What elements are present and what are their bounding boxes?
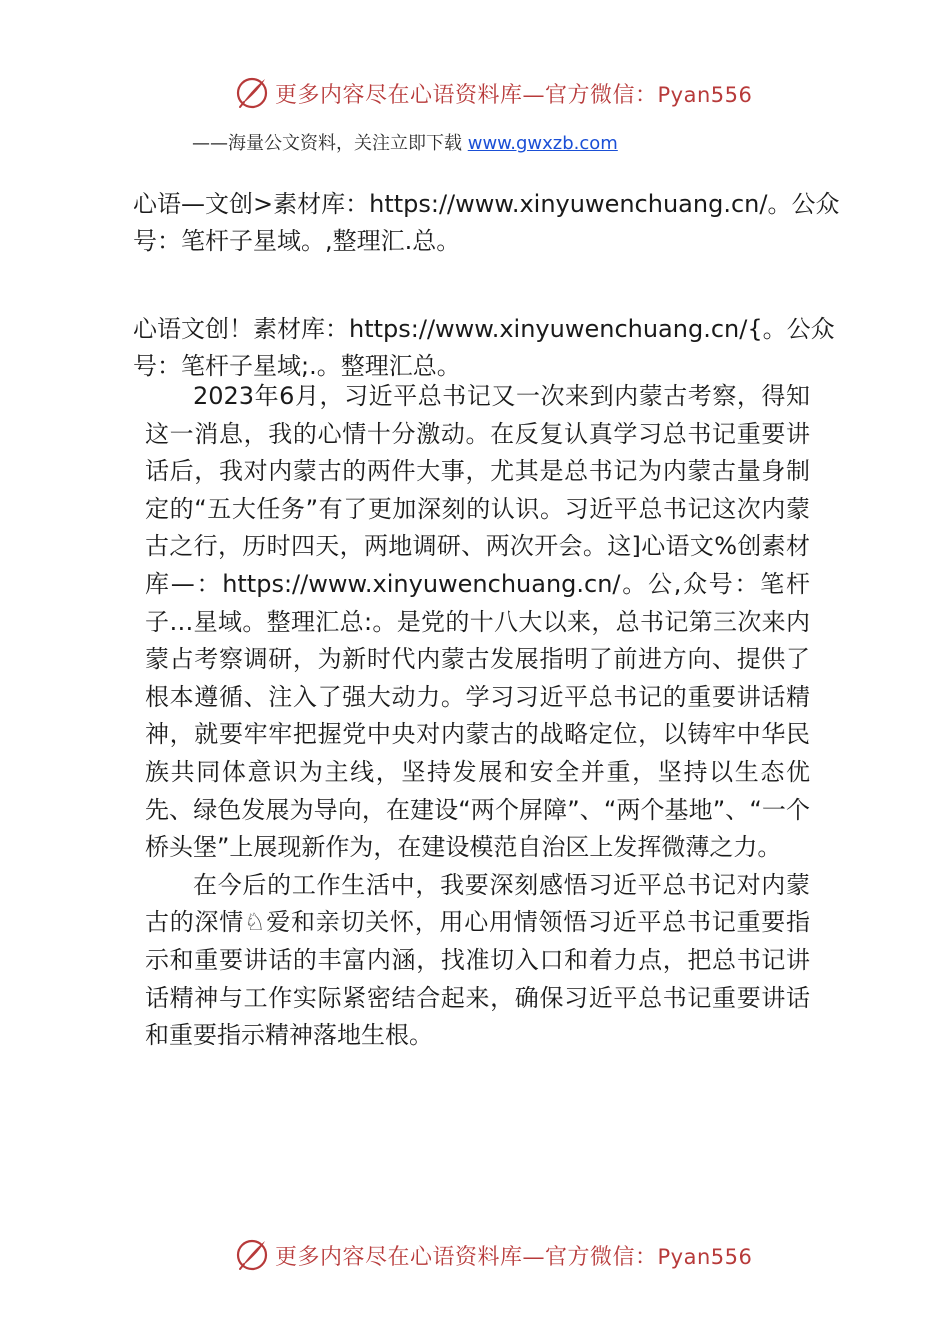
quill-logo-icon (234, 74, 270, 110)
banner-main-text: 更多内容尽在心语资料库—官方微信： (275, 1245, 658, 1270)
body-paragraph-1: 2023年6月，习近平总书记又一次来到内蒙古考察，得知这一消息，我的心情十分激动。在反复认真学习总书记重要讲话后，我对内蒙古的两件大事，尤其是总书记为内蒙古量身制定的“五大任务”有了更加深刻的认识。习近平总书记这次内蒙古之行，历时四天，两地调研、两次开会。这]心语文%创素材库—：https://www.xinyuwenchuang.cn/。公,众号：笔杆子…星域。整理汇总:。是党的十八大以来，总书记第三次来内蒙占考察调研，为新时代内蒙古发展指明了前进方向、提供了根本遵循、注入了强大动力。学习习近平总书记的重要讲话精神，就要牢牢把握党中央对内蒙古的战略定位，以铸牢中华民族共同体意识为主线，坚持发展和安全并重，坚持以生态优先、绿色发展为导向，在建设“两个屏障”、“两个基地”、“一个桥头堡”上展现新作为，在建设模范自治区上发挥微薄之力。 (145, 382, 810, 862)
body-paragraph-2: 在今后的工作生活中，我要深刻感悟习近平总书记对内蒙古的深情♘爱和亲切关怀，用心用情领悟习近平总书记重要指示和重要讲话的丰富内涵，找准切入口和着力点，把总书记讲话精神与工作实际紧密结合起来，确保习近平总书记重要讲话和重要指示精神落地生根。 (145, 870, 810, 1050)
footer-banner (0, 1232, 950, 1276)
wechat-id: Pyan556 (657, 1245, 753, 1269)
quill-logo-icon (234, 1236, 270, 1272)
banner-text (275, 78, 752, 109)
document-body (145, 378, 810, 1055)
subtitle (192, 129, 618, 155)
source-line-2: 心语文创！素材库：https://www.xinyuwenchuang.cn/{。公众号：笔杆子星域;.。整理汇总。 (133, 315, 835, 380)
banner-main-text: 更多内容尽在心语资料库—官方微信： (275, 83, 658, 108)
banner-text (275, 1240, 752, 1271)
subtitle-text: ——海量公文资料，关注立即下载 (192, 133, 468, 154)
source-line-1: 心语—文创>素材库：https://www.xinyuwenchuang.cn/。公众号：笔杆子星域。,整理汇.总。 (133, 190, 840, 255)
header-banner (0, 70, 950, 114)
wechat-id: Pyan556 (657, 83, 753, 107)
website-link[interactable]: www.gwxzb.com (467, 133, 618, 154)
